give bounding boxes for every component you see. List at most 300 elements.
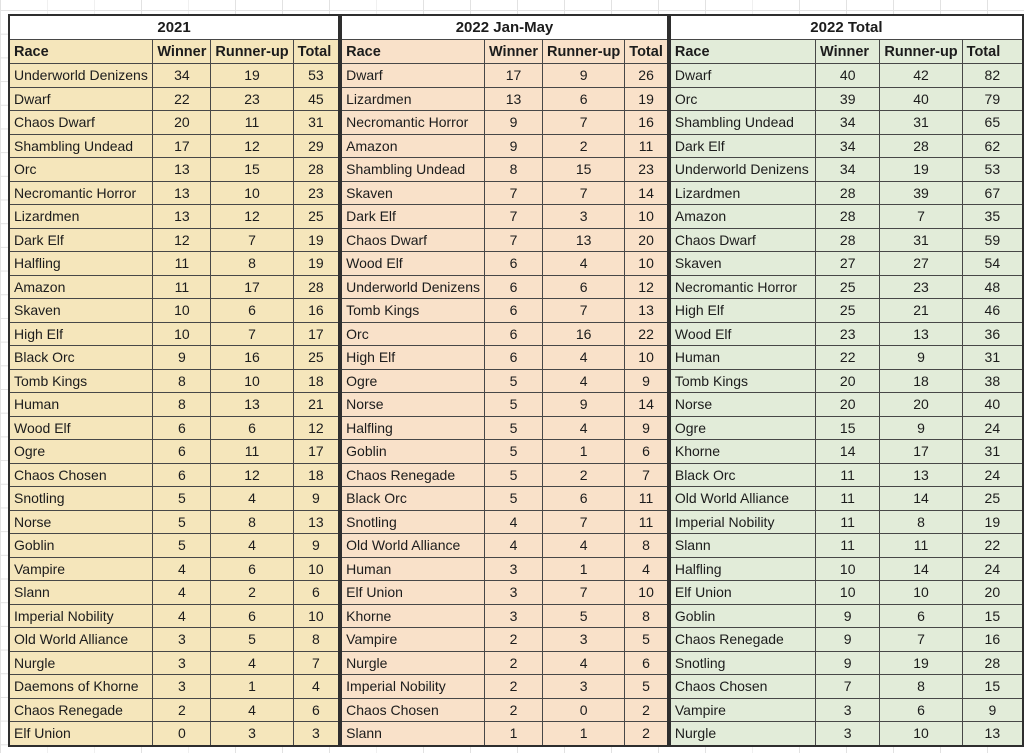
column-header-runnerup[interactable]: Runner-up [211,40,293,64]
value-cell[interactable]: 3 [543,675,625,699]
race-cell[interactable]: Black Orc [670,463,816,487]
value-cell[interactable]: 7 [484,181,542,205]
race-cell[interactable]: Chaos Renegade [670,628,816,652]
value-cell[interactable]: 5 [211,628,293,652]
race-cell[interactable]: Goblin [670,604,816,628]
value-cell[interactable]: 53 [962,158,1023,182]
race-cell[interactable]: Ogre [341,369,484,393]
value-cell[interactable]: 16 [962,628,1023,652]
value-cell[interactable]: 18 [880,369,962,393]
value-cell[interactable]: 39 [816,87,880,111]
value-cell[interactable]: 28 [816,228,880,252]
race-cell[interactable]: Skaven [670,252,816,276]
value-cell[interactable]: 3 [543,205,625,229]
value-cell[interactable]: 6 [211,416,293,440]
value-cell[interactable]: 5 [153,487,211,511]
race-cell[interactable]: Lizardmen [670,181,816,205]
race-cell[interactable]: High Elf [341,346,484,370]
section-title-cell[interactable]: 2021 [9,15,339,40]
race-cell[interactable]: Old World Alliance [670,487,816,511]
value-cell[interactable]: 11 [625,510,668,534]
value-cell[interactable]: 4 [211,698,293,722]
value-cell[interactable]: 2 [484,698,542,722]
value-cell[interactable]: 6 [484,346,542,370]
value-cell[interactable]: 25 [816,299,880,323]
value-cell[interactable]: 36 [962,322,1023,346]
value-cell[interactable]: 28 [816,181,880,205]
column-header-winner[interactable]: Winner [153,40,211,64]
race-cell[interactable]: Imperial Nobility [670,510,816,534]
race-cell[interactable]: Ogre [670,416,816,440]
value-cell[interactable]: 27 [816,252,880,276]
value-cell[interactable]: 10 [625,581,668,605]
value-cell[interactable]: 26 [625,64,668,88]
value-cell[interactable]: 1 [543,440,625,464]
value-cell[interactable]: 8 [293,628,339,652]
value-cell[interactable]: 14 [625,393,668,417]
value-cell[interactable]: 31 [962,346,1023,370]
value-cell[interactable]: 9 [880,346,962,370]
race-cell[interactable]: Human [9,393,153,417]
race-cell[interactable]: Amazon [670,205,816,229]
value-cell[interactable]: 22 [816,346,880,370]
value-cell[interactable]: 17 [153,134,211,158]
value-cell[interactable]: 6 [484,322,542,346]
race-cell[interactable]: Chaos Chosen [670,675,816,699]
value-cell[interactable]: 2 [484,675,542,699]
value-cell[interactable]: 7 [543,181,625,205]
value-cell[interactable]: 12 [211,134,293,158]
value-cell[interactable]: 20 [153,111,211,135]
value-cell[interactable]: 9 [880,416,962,440]
value-cell[interactable]: 9 [816,604,880,628]
value-cell[interactable]: 11 [625,487,668,511]
value-cell[interactable]: 20 [816,369,880,393]
value-cell[interactable]: 9 [293,487,339,511]
value-cell[interactable]: 10 [880,722,962,746]
value-cell[interactable]: 24 [962,416,1023,440]
value-cell[interactable]: 17 [484,64,542,88]
value-cell[interactable]: 13 [484,87,542,111]
race-cell[interactable]: Norse [9,510,153,534]
value-cell[interactable]: 4 [484,534,542,558]
value-cell[interactable]: 4 [211,651,293,675]
value-cell[interactable]: 9 [484,134,542,158]
value-cell[interactable]: 28 [293,158,339,182]
value-cell[interactable]: 34 [153,64,211,88]
value-cell[interactable]: 25 [293,205,339,229]
value-cell[interactable]: 16 [211,346,293,370]
race-cell[interactable]: Goblin [9,534,153,558]
race-cell[interactable]: Shambling Undead [9,134,153,158]
race-cell[interactable]: Daemons of Khorne [9,675,153,699]
value-cell[interactable]: 28 [962,651,1023,675]
race-cell[interactable]: Halfling [9,252,153,276]
race-cell[interactable]: Old World Alliance [9,628,153,652]
value-cell[interactable]: 2 [543,134,625,158]
value-cell[interactable]: 7 [543,581,625,605]
race-cell[interactable]: Lizardmen [9,205,153,229]
value-cell[interactable]: 5 [153,534,211,558]
value-cell[interactable]: 6 [153,463,211,487]
value-cell[interactable]: 15 [962,604,1023,628]
value-cell[interactable]: 9 [484,111,542,135]
race-cell[interactable]: Dark Elf [9,228,153,252]
value-cell[interactable]: 28 [293,275,339,299]
value-cell[interactable]: 2 [484,651,542,675]
race-cell[interactable]: Norse [670,393,816,417]
value-cell[interactable]: 6 [625,651,668,675]
value-cell[interactable]: 35 [962,205,1023,229]
race-cell[interactable]: Black Orc [9,346,153,370]
value-cell[interactable]: 9 [543,64,625,88]
value-cell[interactable]: 46 [962,299,1023,323]
value-cell[interactable]: 2 [625,722,668,746]
value-cell[interactable]: 7 [543,111,625,135]
race-cell[interactable]: Human [670,346,816,370]
race-cell[interactable]: Shambling Undead [670,111,816,135]
value-cell[interactable]: 1 [543,722,625,746]
value-cell[interactable]: 1 [484,722,542,746]
race-cell[interactable]: Underworld Denizens [341,275,484,299]
value-cell[interactable]: 13 [153,181,211,205]
value-cell[interactable]: 67 [962,181,1023,205]
value-cell[interactable]: 8 [153,369,211,393]
value-cell[interactable]: 10 [816,581,880,605]
value-cell[interactable]: 5 [484,369,542,393]
value-cell[interactable]: 13 [543,228,625,252]
race-cell[interactable]: Underworld Denizens [670,158,816,182]
value-cell[interactable]: 29 [293,134,339,158]
race-cell[interactable]: Skaven [341,181,484,205]
value-cell[interactable]: 10 [293,604,339,628]
race-cell[interactable]: Khorne [670,440,816,464]
value-cell[interactable]: 6 [293,581,339,605]
race-cell[interactable]: Wood Elf [9,416,153,440]
value-cell[interactable]: 13 [625,299,668,323]
race-cell[interactable]: Orc [341,322,484,346]
value-cell[interactable]: 10 [153,299,211,323]
value-cell[interactable]: 5 [484,393,542,417]
value-cell[interactable]: 18 [293,463,339,487]
value-cell[interactable]: 40 [816,64,880,88]
value-cell[interactable]: 11 [816,534,880,558]
value-cell[interactable]: 5 [625,628,668,652]
value-cell[interactable]: 7 [880,628,962,652]
value-cell[interactable]: 11 [153,275,211,299]
value-cell[interactable]: 18 [293,369,339,393]
value-cell[interactable]: 54 [962,252,1023,276]
value-cell[interactable]: 10 [211,369,293,393]
value-cell[interactable]: 9 [962,698,1023,722]
race-cell[interactable]: Amazon [341,134,484,158]
value-cell[interactable]: 4 [484,510,542,534]
value-cell[interactable]: 7 [543,510,625,534]
value-cell[interactable]: 3 [153,651,211,675]
column-header-race[interactable]: Race [9,40,153,64]
race-cell[interactable]: Khorne [341,604,484,628]
value-cell[interactable]: 17 [880,440,962,464]
value-cell[interactable]: 9 [816,651,880,675]
race-cell[interactable]: Necromantic Horror [341,111,484,135]
value-cell[interactable]: 12 [211,463,293,487]
race-cell[interactable]: Halfling [341,416,484,440]
race-cell[interactable]: Wood Elf [670,322,816,346]
column-header-total[interactable]: Total [293,40,339,64]
race-cell[interactable]: Underworld Denizens [9,64,153,88]
value-cell[interactable]: 8 [880,675,962,699]
race-cell[interactable]: Chaos Renegade [341,463,484,487]
value-cell[interactable]: 17 [293,322,339,346]
value-cell[interactable]: 3 [816,698,880,722]
value-cell[interactable]: 13 [153,158,211,182]
race-cell[interactable]: Dark Elf [670,134,816,158]
value-cell[interactable]: 10 [625,205,668,229]
value-cell[interactable]: 14 [880,487,962,511]
value-cell[interactable]: 17 [293,440,339,464]
value-cell[interactable]: 12 [625,275,668,299]
value-cell[interactable]: 23 [211,87,293,111]
value-cell[interactable]: 4 [625,557,668,581]
value-cell[interactable]: 13 [211,393,293,417]
value-cell[interactable]: 4 [293,675,339,699]
value-cell[interactable]: 6 [211,604,293,628]
race-cell[interactable]: Snotling [341,510,484,534]
race-cell[interactable]: Orc [670,87,816,111]
value-cell[interactable]: 10 [153,322,211,346]
race-cell[interactable]: Necromantic Horror [670,275,816,299]
value-cell[interactable]: 4 [153,557,211,581]
value-cell[interactable]: 11 [816,510,880,534]
value-cell[interactable]: 11 [880,534,962,558]
value-cell[interactable]: 59 [962,228,1023,252]
value-cell[interactable]: 4 [543,346,625,370]
value-cell[interactable]: 1 [211,675,293,699]
value-cell[interactable]: 7 [293,651,339,675]
value-cell[interactable]: 48 [962,275,1023,299]
column-header-total[interactable]: Total [625,40,668,64]
value-cell[interactable]: 6 [153,440,211,464]
race-cell[interactable]: Dark Elf [341,205,484,229]
value-cell[interactable]: 19 [293,228,339,252]
value-cell[interactable]: 13 [293,510,339,534]
race-cell[interactable]: Old World Alliance [341,534,484,558]
value-cell[interactable]: 15 [962,675,1023,699]
value-cell[interactable]: 8 [211,510,293,534]
value-cell[interactable]: 11 [816,463,880,487]
value-cell[interactable]: 5 [543,604,625,628]
value-cell[interactable]: 6 [153,416,211,440]
value-cell[interactable]: 82 [962,64,1023,88]
value-cell[interactable]: 11 [625,134,668,158]
value-cell[interactable]: 19 [962,510,1023,534]
value-cell[interactable]: 45 [293,87,339,111]
value-cell[interactable]: 34 [816,134,880,158]
value-cell[interactable]: 62 [962,134,1023,158]
value-cell[interactable]: 15 [211,158,293,182]
race-cell[interactable]: Elf Union [670,581,816,605]
value-cell[interactable]: 13 [153,205,211,229]
value-cell[interactable]: 6 [484,252,542,276]
value-cell[interactable]: 4 [153,604,211,628]
value-cell[interactable]: 7 [816,675,880,699]
value-cell[interactable]: 40 [962,393,1023,417]
value-cell[interactable]: 6 [211,299,293,323]
value-cell[interactable]: 14 [880,557,962,581]
value-cell[interactable]: 10 [816,557,880,581]
race-cell[interactable]: Tomb Kings [670,369,816,393]
race-cell[interactable]: Slann [341,722,484,746]
value-cell[interactable]: 23 [293,181,339,205]
race-cell[interactable]: Chaos Dwarf [670,228,816,252]
value-cell[interactable]: 4 [153,581,211,605]
value-cell[interactable]: 12 [211,205,293,229]
race-cell[interactable]: Lizardmen [341,87,484,111]
value-cell[interactable]: 9 [543,393,625,417]
race-cell[interactable]: Chaos Renegade [9,698,153,722]
value-cell[interactable]: 10 [625,346,668,370]
value-cell[interactable]: 65 [962,111,1023,135]
value-cell[interactable]: 5 [484,487,542,511]
column-header-winner[interactable]: Winner [816,40,880,64]
value-cell[interactable]: 79 [962,87,1023,111]
value-cell[interactable]: 19 [880,158,962,182]
value-cell[interactable]: 4 [543,252,625,276]
value-cell[interactable]: 11 [211,440,293,464]
value-cell[interactable]: 6 [880,604,962,628]
race-cell[interactable]: Imperial Nobility [341,675,484,699]
value-cell[interactable]: 23 [625,158,668,182]
value-cell[interactable]: 8 [880,510,962,534]
value-cell[interactable]: 3 [293,722,339,746]
value-cell[interactable]: 19 [293,252,339,276]
value-cell[interactable]: 22 [153,87,211,111]
race-cell[interactable]: Orc [9,158,153,182]
value-cell[interactable]: 12 [293,416,339,440]
value-cell[interactable]: 34 [816,158,880,182]
value-cell[interactable]: 3 [816,722,880,746]
value-cell[interactable]: 7 [880,205,962,229]
value-cell[interactable]: 6 [625,440,668,464]
value-cell[interactable]: 23 [816,322,880,346]
value-cell[interactable]: 3 [484,557,542,581]
value-cell[interactable]: 13 [880,463,962,487]
value-cell[interactable]: 10 [625,252,668,276]
value-cell[interactable]: 2 [625,698,668,722]
race-cell[interactable]: Vampire [670,698,816,722]
value-cell[interactable]: 22 [962,534,1023,558]
column-header-runnerup[interactable]: Runner-up [543,40,625,64]
value-cell[interactable]: 4 [543,534,625,558]
value-cell[interactable]: 7 [625,463,668,487]
race-cell[interactable]: Vampire [9,557,153,581]
value-cell[interactable]: 9 [625,369,668,393]
value-cell[interactable]: 53 [293,64,339,88]
value-cell[interactable]: 13 [962,722,1023,746]
race-cell[interactable]: Norse [341,393,484,417]
race-cell[interactable]: Snotling [670,651,816,675]
race-cell[interactable]: Tomb Kings [9,369,153,393]
value-cell[interactable]: 19 [211,64,293,88]
value-cell[interactable]: 17 [211,275,293,299]
race-cell[interactable]: Human [341,557,484,581]
race-cell[interactable]: Necromantic Horror [9,181,153,205]
race-cell[interactable]: Amazon [9,275,153,299]
value-cell[interactable]: 16 [625,111,668,135]
value-cell[interactable]: 31 [880,228,962,252]
race-cell[interactable]: Imperial Nobility [9,604,153,628]
value-cell[interactable]: 14 [625,181,668,205]
race-cell[interactable]: Wood Elf [341,252,484,276]
value-cell[interactable]: 25 [962,487,1023,511]
value-cell[interactable]: 3 [484,604,542,628]
value-cell[interactable]: 15 [543,158,625,182]
value-cell[interactable]: 8 [625,534,668,558]
value-cell[interactable]: 24 [962,463,1023,487]
race-cell[interactable]: Chaos Dwarf [9,111,153,135]
race-cell[interactable]: Nurgle [341,651,484,675]
value-cell[interactable]: 6 [880,698,962,722]
value-cell[interactable]: 4 [543,651,625,675]
value-cell[interactable]: 3 [484,581,542,605]
value-cell[interactable]: 6 [293,698,339,722]
value-cell[interactable]: 4 [543,369,625,393]
value-cell[interactable]: 21 [293,393,339,417]
value-cell[interactable]: 19 [880,651,962,675]
value-cell[interactable]: 1 [543,557,625,581]
value-cell[interactable]: 27 [880,252,962,276]
value-cell[interactable]: 15 [816,416,880,440]
race-cell[interactable]: Skaven [9,299,153,323]
value-cell[interactable]: 3 [211,722,293,746]
value-cell[interactable]: 42 [880,64,962,88]
column-header-race[interactable]: Race [341,40,484,64]
value-cell[interactable]: 6 [484,299,542,323]
value-cell[interactable]: 20 [880,393,962,417]
value-cell[interactable]: 11 [211,111,293,135]
value-cell[interactable]: 7 [484,205,542,229]
race-cell[interactable]: Elf Union [9,722,153,746]
section-title-cell[interactable]: 2022 Jan-May [341,15,668,40]
value-cell[interactable]: 3 [153,675,211,699]
value-cell[interactable]: 12 [153,228,211,252]
value-cell[interactable]: 7 [543,299,625,323]
value-cell[interactable]: 20 [962,581,1023,605]
value-cell[interactable]: 6 [543,487,625,511]
race-cell[interactable]: Elf Union [341,581,484,605]
value-cell[interactable]: 5 [484,416,542,440]
value-cell[interactable]: 8 [153,393,211,417]
race-cell[interactable]: Chaos Chosen [9,463,153,487]
value-cell[interactable]: 5 [625,675,668,699]
race-cell[interactable]: Chaos Dwarf [341,228,484,252]
race-cell[interactable]: High Elf [670,299,816,323]
value-cell[interactable]: 7 [211,228,293,252]
race-cell[interactable]: Tomb Kings [341,299,484,323]
value-cell[interactable]: 6 [211,557,293,581]
race-cell[interactable]: Slann [9,581,153,605]
race-cell[interactable]: Nurgle [9,651,153,675]
race-cell[interactable]: Vampire [341,628,484,652]
value-cell[interactable]: 31 [962,440,1023,464]
value-cell[interactable]: 19 [625,87,668,111]
value-cell[interactable]: 6 [543,87,625,111]
race-cell[interactable]: Goblin [341,440,484,464]
value-cell[interactable]: 39 [880,181,962,205]
value-cell[interactable]: 7 [211,322,293,346]
value-cell[interactable]: 14 [816,440,880,464]
value-cell[interactable]: 9 [625,416,668,440]
